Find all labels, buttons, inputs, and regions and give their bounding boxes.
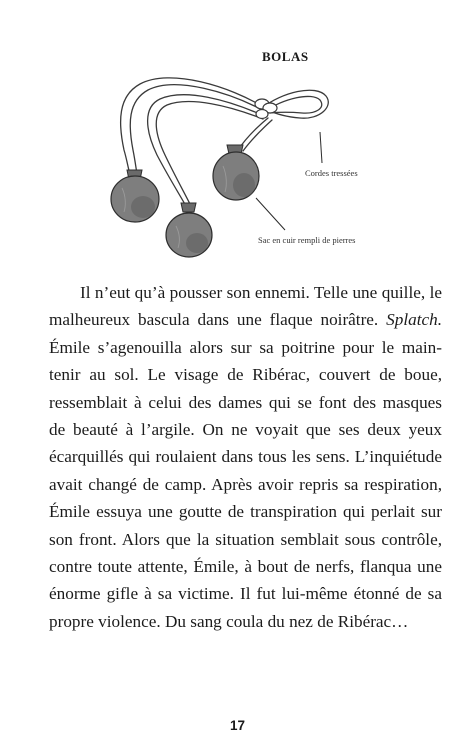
- page-number: 17: [229, 718, 246, 733]
- paragraph-line: tenir au sol. Le visage de Ribérac, couvert de boue,: [49, 365, 442, 385]
- paragraph-line: contre toute attente, Émile, à bout de nerfs, flanqua une: [49, 557, 442, 577]
- paragraph-line: énorme gifle à sa victime. Il fut lui-même étonné de sa: [49, 584, 442, 604]
- paragraph-line: Émile essuya une goutte de transpiration qui perlait sur: [49, 502, 442, 522]
- bolas-drawing: [0, 0, 475, 265]
- cord-to-right-ball-2: [243, 120, 272, 151]
- bolas-illustration: [0, 0, 475, 265]
- label-leather-bag: Sac en cuir rempli de pierres: [258, 235, 356, 245]
- leader-line-cords: [320, 132, 322, 163]
- paragraph-line: écarquillés qui roulaient dans tous les sens. L’inquiétude: [49, 447, 442, 467]
- paragraph-line: malheureux bascula dans une flaque noirâtre. Splatch.: [49, 310, 442, 330]
- figure-title: BOLAS: [262, 49, 309, 64]
- paragraph-line: de beauté à l’argile. On ne voyait que ses deux yeux: [49, 420, 442, 440]
- paragraph-line: avait changé de camp. Après avoir repris sa respiration,: [49, 474, 442, 494]
- ball-middle: [166, 213, 212, 257]
- body-paragraph: [49, 279, 442, 635]
- leader-line-bag: [256, 198, 285, 230]
- ball-middle-neck: [181, 203, 196, 212]
- label-braided-cords: Cordes tressées: [305, 168, 358, 178]
- paragraph-line: ressemblait à celui des dames qui se font des masques: [49, 392, 442, 412]
- cord-knot: [255, 99, 277, 119]
- paragraph-line: son front. Alors que la situation semblait sous contrôle,: [49, 529, 442, 549]
- paragraph-line: Émile s’agenouilla alors sur sa poitrine pour le main-: [49, 337, 442, 357]
- paragraph-line: Il n’eut qu’à pousser son ennemi. Telle une quille, le: [80, 283, 442, 302]
- paragraph-line: propre violence. Du sang coula du nez de Ribérac…: [49, 611, 409, 631]
